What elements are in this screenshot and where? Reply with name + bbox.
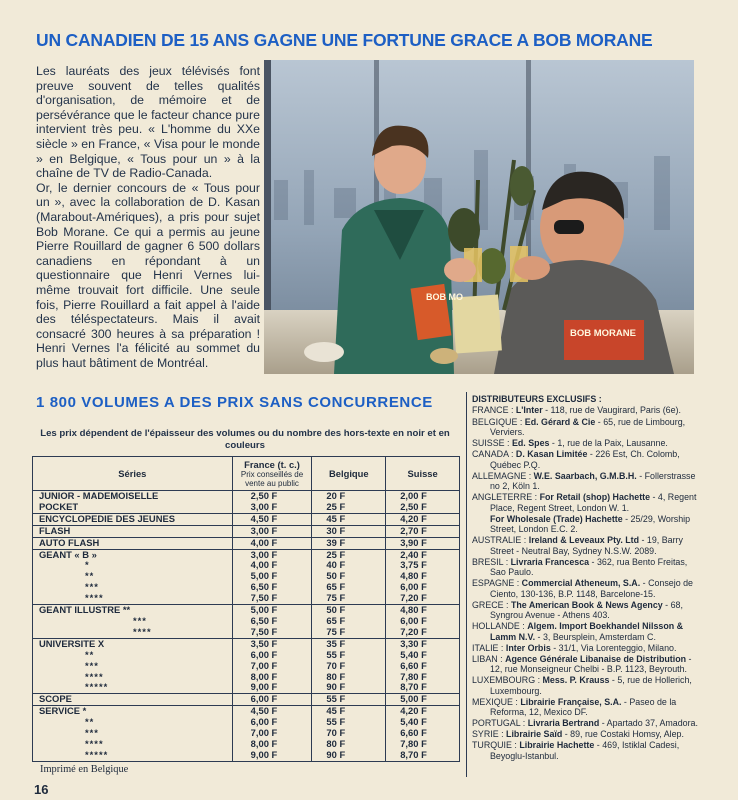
price-suisse: 8,70 F (386, 682, 460, 693)
price-belgique: 55 F (312, 717, 386, 728)
price-france: 3,00 F (232, 525, 312, 537)
price-suisse: 3,30 F (386, 638, 460, 649)
distributor-entry (472, 729, 702, 739)
price-france: 4,50 F (232, 513, 312, 525)
price-suisse: 3,75 F (386, 560, 460, 571)
distributor-address: - 68, Syngrou Avenue - Athens 403. (490, 599, 683, 620)
article-paragraph-1: Les lauréats des jeux télévisés font preuve souvent de telles qualités d'organisation, de mémoire et de persévérance que le facteur chance pure intervient très peu. « L'homme du XXe siècle » en France, « Visa pour le monde » en Belgique, « Tous pour un » à la chaîne de TV de Radio-Canada. (36, 64, 260, 181)
header-belgique: Belgique (312, 457, 386, 491)
distributor-address: - 65, rue de Limbourg, Verviers. (490, 416, 686, 437)
price-france: 5,00 F (232, 571, 312, 582)
distributor-entry (472, 514, 702, 535)
distributor-country: TURQUIE : (472, 740, 517, 751)
distributor-entry (472, 557, 702, 578)
price-suisse: 7,80 F (386, 739, 460, 750)
series-cell (33, 513, 233, 525)
imprint-note: Imprimé en Belgique (40, 764, 129, 775)
distributor-country: HOLLANDE : (472, 621, 525, 632)
price-suisse: 2,70 F (386, 525, 460, 537)
price-france: 7,50 F (232, 627, 312, 638)
price-france: 6,00 F (232, 650, 312, 661)
distributor-name: Librairie Française, S.A. (520, 696, 622, 707)
distributor-name: Librairie Saïd (506, 729, 563, 740)
article-photo (264, 60, 694, 374)
price-belgique: 80 F (312, 739, 386, 750)
photo-illustration (264, 60, 694, 374)
table-row (33, 694, 460, 706)
distributor-address: - Paseo de la Reforma, 12, Mexico DF. (490, 696, 677, 718)
distributor-address: - Consejo de Ciento, 130-136, B.P. 1148, Barcelone-15. (490, 578, 693, 599)
price-suisse: 6,00 F (386, 582, 460, 593)
table-row (33, 537, 460, 549)
distributor-country: LIBAN : (472, 653, 503, 664)
distributor-country: MEXIQUE : (472, 696, 518, 707)
series-name: UNIVERSITE X (39, 637, 105, 649)
distributors-title: DISTRIBUTEURS EXCLUSIFS : (472, 394, 602, 404)
price-suisse: 6,60 F (386, 661, 460, 672)
series-name: ENCYCLOPEDIE DES JEUNES (39, 512, 175, 524)
price-suisse: 3,90 F (386, 537, 460, 549)
table-row (33, 560, 460, 571)
price-belgique: 40 F (312, 560, 386, 571)
distributor-country: BELGIQUE : (472, 416, 523, 427)
price-france: 2,50 F (232, 491, 312, 502)
price-section-intro: Les prix dépendent de l'épaisseur des volumes ou du nombre des hors-texte en noir et en couleurs (40, 428, 450, 451)
price-belgique: 25 F (312, 549, 386, 560)
distributor-address: - 25/29, Worship Street, London E.C. 2. (490, 513, 691, 534)
price-france: 5,00 F (232, 605, 312, 616)
price-belgique: 30 F (312, 525, 386, 537)
distributor-name: Commercial Atheneum, S.A. (521, 578, 641, 589)
price-belgique: 45 F (312, 513, 386, 525)
distributor-country: CANADA : (472, 449, 514, 460)
series-name: POCKET (39, 500, 79, 512)
table-row (33, 682, 460, 693)
price-belgique: 70 F (312, 728, 386, 739)
price-belgique: 90 F (312, 750, 386, 761)
header-suisse: Suisse (386, 457, 460, 491)
distributor-name: Librairie Hachette (519, 740, 595, 751)
distributor-name: Agence Générale Libanaise de Distribution (505, 653, 687, 664)
distributor-entry (472, 578, 702, 599)
distributor-address: - 118, rue de Vaugirard, Paris (6e). (542, 405, 681, 416)
distributor-name: Livraria Bertrand (527, 718, 600, 729)
photo-book-label-2: BOB MORANE (570, 328, 636, 339)
price-suisse: 4,80 F (386, 605, 460, 616)
price-belgique: 80 F (312, 672, 386, 683)
distributor-name: Ed. Spes (511, 438, 550, 448)
distributor-country: AUSTRALIE : (472, 535, 527, 546)
price-belgique: 65 F (312, 582, 386, 593)
series-stars: **** (133, 625, 152, 637)
series-stars: *** (133, 614, 147, 626)
distributor-address: - 1, rue de la Paix, Lausanne. (549, 438, 668, 448)
price-suisse: 2,00 F (386, 491, 460, 502)
distributor-entry (472, 438, 702, 448)
series-stars: ** (85, 648, 95, 660)
price-france: 3,00 F (232, 549, 312, 560)
distributor-address: - 31/1, Via Lorenteggio, Milano. (550, 642, 677, 653)
price-table-header (33, 457, 460, 491)
column-divider (466, 392, 467, 777)
distributor-name: For Wholesale (Trade) Hachette (490, 513, 623, 524)
distributor-address: - Apartado 37, Amadora. (599, 718, 698, 729)
distributor-address: - Follerstrasse no 2, Köln 1. (490, 470, 696, 491)
distributor-entry (472, 449, 702, 470)
distributor-name: Ed. Gérard & Cie (524, 416, 596, 427)
price-belgique: 70 F (312, 661, 386, 672)
series-cell (33, 502, 233, 513)
price-suisse: 7,20 F (386, 627, 460, 638)
price-belgique: 75 F (312, 627, 386, 638)
price-belgique: 65 F (312, 616, 386, 627)
distributor-name: For Retail (shop) Hachette (539, 492, 651, 503)
distributor-entry (472, 492, 702, 513)
price-belgique: 55 F (312, 694, 386, 706)
distributor-address: - 226 Est, Ch. Colomb, Québec P.Q. (490, 449, 680, 470)
price-france: 4,00 F (232, 560, 312, 571)
price-suisse: 8,70 F (386, 750, 460, 761)
price-suisse: 7,80 F (386, 672, 460, 683)
distributor-address: - 3, Beursplein, Amsterdam C. (535, 631, 656, 642)
table-row (33, 750, 460, 761)
series-cell (33, 750, 233, 761)
price-france: 9,00 F (232, 682, 312, 693)
series-stars: *** (85, 581, 99, 593)
article-body (36, 64, 260, 370)
distributor-name: Algem. Import Boekhandel Nilsson & Lamm N.V. (490, 621, 684, 642)
distributor-country: GRECE : (472, 599, 509, 610)
series-name: FLASH (39, 524, 71, 536)
distributor-country: LUXEMBOURG : (472, 675, 541, 686)
distributor-entry (472, 621, 702, 642)
distributor-address: - 4, Regent Place, Regent Street, London W. 1. (490, 492, 697, 513)
series-stars: **** (85, 737, 104, 749)
series-name: JUNIOR - MADEMOISELLE (39, 490, 159, 501)
distributor-name: W.E. Saarbach, G.M.B.H. (533, 470, 637, 481)
price-france: 3,50 F (232, 638, 312, 649)
distributor-country: BRESIL : (472, 556, 509, 567)
header-france-note: Prix conseillés de vente au public (240, 470, 304, 488)
series-stars: *** (85, 727, 99, 739)
header-france (232, 457, 312, 491)
price-france: 7,00 F (232, 661, 312, 672)
series-cell (33, 627, 233, 638)
price-suisse: 2,40 F (386, 549, 460, 560)
price-section-title: 1 800 VOLUMES A DES PRIX SANS CONCURRENCE (36, 394, 433, 411)
series-stars: **** (85, 670, 104, 682)
price-france: 7,00 F (232, 728, 312, 739)
series-name: AUTO FLASH (39, 536, 100, 548)
series-name: SCOPE (39, 693, 72, 705)
distributor-entry (472, 417, 702, 438)
distributor-name: Mess. P. Krauss (542, 675, 610, 686)
series-cell (33, 525, 233, 537)
price-france: 7,50 F (232, 593, 312, 604)
distributor-entry (472, 471, 702, 492)
distributors-entries (472, 405, 702, 761)
distributor-entry (472, 405, 702, 415)
price-belgique: 75 F (312, 593, 386, 604)
series-name: GEANT ILLUSTRE ** (39, 604, 131, 616)
price-france: 3,00 F (232, 502, 312, 513)
distributor-country: ITALIE : (472, 642, 504, 653)
price-suisse: 2,50 F (386, 502, 460, 513)
distributor-entry (472, 535, 702, 556)
price-belgique: 20 F (312, 491, 386, 502)
distributor-address: - 362, rua Bento Freitas, Sao Paulo. (490, 556, 688, 577)
table-row (33, 706, 460, 717)
article-paragraph-2: Or, le dernier concours de « Tous pour un », avec la collaboration de D. Kasan (Marabout-Amériques), a pris pour sujet Bob Morane. Ce qui a permis au jeune Pierre Rouillard de gagner 6 500 dollars canadiens en répondant à un questionnaire que Henri Vernes lui-même trouvait fort difficile. Une seule fois, Pierre Rouillard a fait appel à l'aide des téléspectateurs. Mais il avait consacré 300 heures à sa préparation ! Henri Vernes l'a félicité au sommet du plus haut bâtiment de Montréal. (36, 180, 260, 370)
distributor-address: - 89, rue Costaki Homsy, Alep. (562, 729, 684, 740)
price-belgique: 35 F (312, 638, 386, 649)
price-france: 6,00 F (232, 694, 312, 706)
series-stars: ** (85, 716, 95, 728)
price-france: 4,50 F (232, 706, 312, 717)
price-suisse: 5,00 F (386, 694, 460, 706)
price-suisse: 4,80 F (386, 571, 460, 582)
price-france: 9,00 F (232, 750, 312, 761)
price-belgique: 55 F (312, 650, 386, 661)
distributor-address: - 5, rue de Hollerich, Luxembourg. (490, 675, 692, 696)
table-row (33, 513, 460, 525)
price-belgique: 50 F (312, 571, 386, 582)
price-suisse: 6,00 F (386, 616, 460, 627)
distributor-entry (472, 718, 702, 728)
price-table (32, 456, 460, 762)
distributor-country: ALLEMAGNE : (472, 470, 532, 481)
series-cell (33, 661, 233, 672)
price-belgique: 90 F (312, 682, 386, 693)
distributor-entry (472, 654, 702, 675)
article-headline: UN CANADIEN DE 15 ANS GAGNE UNE FORTUNE GRACE A BOB MORANE (36, 30, 653, 50)
table-row (33, 593, 460, 604)
series-cell (33, 694, 233, 706)
distributor-address: - 19, Barry Street - Neutral Bay, Sydney N.S.W. 2089. (490, 535, 683, 556)
price-suisse: 6,60 F (386, 728, 460, 739)
price-france: 4,00 F (232, 537, 312, 549)
series-cell (33, 682, 233, 693)
distributor-address: - 469, Istiklal Cadesi, Beyoglu-Istanbul. (490, 740, 680, 761)
header-france-label: France (t. c.) (244, 459, 300, 470)
distributor-country: ANGLETERRE : (472, 492, 538, 503)
price-suisse: 5,40 F (386, 650, 460, 661)
distributor-entry (472, 675, 702, 696)
price-table-body (33, 491, 460, 762)
photo-book-label-1: BOB MO (426, 292, 463, 302)
distributor-entry (472, 643, 702, 653)
distributor-country: SUISSE : (472, 438, 510, 448)
distributor-address: - 12, rue Monseigneur Chelbi - B.P. 1123, Beyrouth. (490, 653, 692, 675)
price-suisse: 5,40 F (386, 717, 460, 728)
series-stars: *** (85, 659, 99, 671)
series-cell (33, 638, 233, 649)
table-row (33, 525, 460, 537)
distributor-name: D. Kasan Limitée (515, 449, 588, 460)
price-belgique: 45 F (312, 706, 386, 717)
table-row (33, 502, 460, 513)
table-row (33, 491, 460, 502)
distributor-entry (472, 600, 702, 621)
distributor-country: PORTUGAL : (472, 718, 526, 729)
price-france: 6,00 F (232, 717, 312, 728)
price-france: 8,00 F (232, 672, 312, 683)
distributor-entry (472, 697, 702, 718)
page-number: 16 (34, 782, 49, 797)
distributor-country: ESPAGNE : (472, 578, 520, 589)
table-row (33, 661, 460, 672)
distributor-name: The American Book & News Agency (510, 599, 663, 610)
price-belgique: 25 F (312, 502, 386, 513)
price-belgique: 50 F (312, 605, 386, 616)
series-cell (33, 537, 233, 549)
table-row (33, 638, 460, 649)
table-row (33, 627, 460, 638)
distributor-name: Inter Orbis (505, 642, 551, 653)
distributors-list (472, 394, 702, 762)
distributor-name: L'Inter (515, 405, 543, 416)
series-stars: ***** (85, 748, 109, 760)
price-suisse: 7,20 F (386, 593, 460, 604)
table-row (33, 549, 460, 560)
series-cell (33, 593, 233, 604)
distributor-country: SYRIE : (472, 729, 504, 740)
series-name: GEANT « B » (39, 548, 97, 560)
distributor-entry (472, 740, 702, 761)
series-stars: ** (85, 570, 95, 582)
series-stars: **** (85, 592, 104, 604)
distributor-country: FRANCE : (472, 405, 514, 416)
price-belgique: 39 F (312, 537, 386, 549)
distributor-name: Livraria Francesca (510, 556, 590, 567)
price-suisse: 4,20 F (386, 513, 460, 525)
table-row (33, 650, 460, 661)
price-france: 6,50 F (232, 582, 312, 593)
series-cell (33, 650, 233, 661)
series-stars: * (85, 559, 90, 571)
series-name: SERVICE * (39, 705, 87, 717)
price-suisse: 4,20 F (386, 706, 460, 717)
distributor-name: Ireland & Leveaux Pty. Ltd (528, 535, 640, 546)
price-france: 8,00 F (232, 739, 312, 750)
series-stars: ***** (85, 681, 109, 693)
price-france: 6,50 F (232, 616, 312, 627)
header-series: Séries (33, 457, 233, 491)
